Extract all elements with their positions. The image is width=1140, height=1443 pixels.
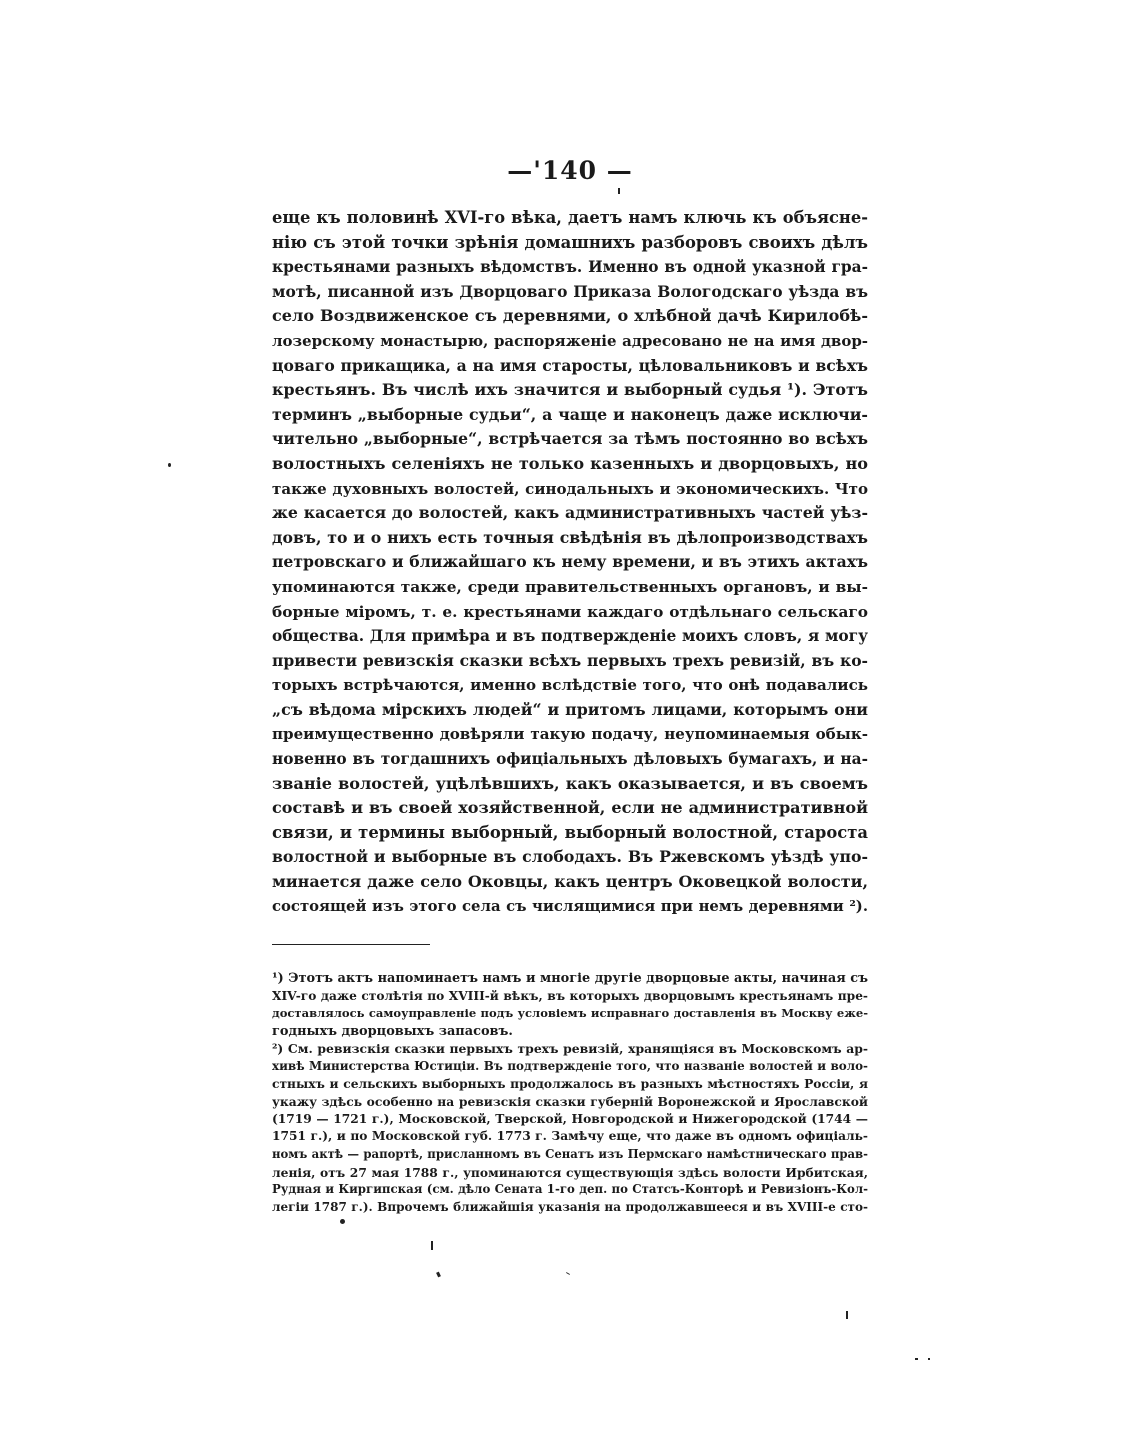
main-text-line: волостныхъ селеніяхъ не только казенныхъ и дворцовыхъ, но	[272, 453, 868, 473]
footnote-line: легіи 1787 г.). Впрочемъ ближайшія указанія на продолжавшееся и въ XVIII-е сто-	[272, 1199, 868, 1214]
main-text-line: также духовныхъ волостей, синодальныхъ и экономическихъ. Что	[272, 479, 868, 498]
main-text-line: еще къ половинѣ XVI-го вѣка, даетъ намъ ключь къ объясне-	[272, 208, 868, 227]
footnote-line: ¹) Этотъ актъ напоминаетъ намъ и многіе другіе дворцовые акты, начиная съ	[272, 971, 868, 986]
footnote-line: ²) См. ревизскія сказки первыхъ трехъ ревизій, хранящіяся въ Московскомъ ар-	[272, 1041, 868, 1057]
main-text-line: состоящей изъ этого села съ числящимися при немъ деревнями ²).	[272, 897, 868, 915]
scan-speck	[928, 1358, 930, 1360]
main-text-line: же касается до волостей, какъ административныхъ частей уѣз-	[272, 503, 868, 523]
footnote-line: номъ актѣ — рапортѣ, присланномъ въ Сенатъ изъ Пермскаго намѣстническаго прав-	[272, 1146, 868, 1161]
main-text-line: нію съ этой точки зрѣнія домашнихъ разборовъ своихъ дѣлъ	[272, 232, 868, 252]
footnote-line: (1719 — 1721 г.), Московской, Тверской, Новгородской и Нижегородской (1744 —	[272, 1111, 868, 1126]
main-text-line: „съ вѣдома мірскихъ людей“ и притомъ лицами, которымъ они	[272, 699, 868, 719]
page-number: —'140 —	[507, 156, 633, 185]
main-text-line: довъ, то и о нихъ есть точныя свѣдѣнія въ дѣлопроизводствахъ	[272, 527, 868, 547]
scan-speck	[618, 188, 620, 194]
footnote-line: хивѣ Министерства Юстиціи. Въ подтвержденіе того, что названіе волостей и воло-	[272, 1058, 868, 1073]
footnote-line: доставлялось самоуправленіе подъ условіемъ исправнаго доставленія въ Москву еже-	[272, 1006, 868, 1021]
main-text-line: минается даже село Оковцы, какъ центръ Оковецкой волости,	[272, 872, 868, 892]
main-text-line: село Воздвиженское съ деревнями, о хлѣбной дачѣ Кирилобѣ-	[272, 306, 868, 326]
main-text-line: составѣ и въ своей хозяйственной, если не административной	[272, 798, 868, 818]
scan-speck	[846, 1311, 848, 1319]
scan-speck	[340, 1219, 345, 1224]
main-text-line: преимущественно довѣряли такую подачу, неупоминаемыя обык-	[272, 725, 868, 744]
main-text-line: новенно въ тогдашнихъ офиціальныхъ дѣловыхъ бумагахъ, и на-	[272, 750, 868, 769]
main-text-line: званіе волостей, уцѣлѣвшихъ, какъ оказывается, и въ своемъ	[272, 773, 868, 793]
footnote-separator-rule	[272, 944, 430, 945]
main-text-line: борные міромъ, т. е. крестьянами каждаго отдѣльнаго сельскаго	[272, 602, 868, 621]
main-text	[272, 206, 868, 919]
main-text-line: привести ревизскія сказки всѣхъ первыхъ трехъ ревизій, въ ко-	[272, 650, 868, 670]
main-text-line: крестьянъ. Въ числѣ ихъ значится и выборный судья ¹). Этотъ	[272, 380, 868, 400]
scan-speck	[566, 1272, 570, 1275]
scan-speck	[436, 1272, 441, 1278]
main-text-line: торыхъ встрѣчаются, именно вслѣдствіе того, что онѣ подавались	[272, 676, 868, 695]
main-text-line: мотѣ, писанной изъ Дворцоваго Приказа Вологодскаго уѣзда въ	[272, 281, 868, 301]
main-text-line: упоминаются также, среди правительственныхъ органовъ, и вы-	[272, 577, 868, 596]
main-text-line: крестьянами разныхъ вѣдомствъ. Именно въ одной указной гра-	[272, 258, 868, 277]
main-text-line: терминъ „выборные судьи“, а чаще и наконецъ даже исключи-	[272, 404, 868, 424]
main-text-line: петровскаго и ближайшаго къ нему времени, и въ этихъ актахъ	[272, 552, 868, 572]
footnotes	[272, 970, 868, 1216]
footnote-line: ленія, отъ 27 мая 1788 г., упоминаются существующія здѣсь волости Ирбитская,	[272, 1164, 868, 1180]
scan-speck	[915, 1358, 918, 1360]
footnote-line: Рудная и Киргипская (см. дѣло Сената 1-го деп. по Статсъ-Конторѣ и Ревизіонъ-Кол-	[272, 1182, 868, 1197]
main-text-line: общества. Для примѣра и въ подтвержденіе моихъ словъ, я могу	[272, 627, 868, 646]
main-text-line: цоваго прикащика, а на имя старосты, цѣловальниковъ и всѣхъ	[272, 355, 868, 375]
main-text-line: лозерскому монастырю, распоряженіе адресовано не на имя двор-	[272, 331, 868, 350]
footnote-line: 1751 г.), и по Московской губ. 1773 г. Замѣчу еще, что даже въ одномъ офиціаль-	[272, 1129, 868, 1144]
footnote-line: стныхъ и сельскихъ выборныхъ продолжалось въ разныхъ мѣстностяхъ Россіи, я	[272, 1076, 868, 1091]
footnote-line: годныхъ дворцовыхъ запасовъ.	[272, 1023, 513, 1039]
main-text-line: связи, и термины выборный, выборный волостной, староста	[272, 822, 868, 842]
scan-speck	[431, 1241, 433, 1250]
main-text-line: волостной и выборные въ слободахъ. Въ Ржевскомъ уѣздѣ упо-	[272, 847, 868, 867]
scan-speck	[168, 463, 171, 467]
footnote-line: XIV-го даже столѣтія по XVIII-й вѣкъ, въ которыхъ дворцовымъ крестьянамъ пре-	[272, 988, 868, 1003]
main-text-line: чительно „выборные“, встрѣчается за тѣмъ постоянно во всѣхъ	[272, 429, 868, 449]
footnote-line: укажу здѣсь особенно на ревизскія сказки губерній Воронежской и Ярославской	[272, 1094, 868, 1110]
